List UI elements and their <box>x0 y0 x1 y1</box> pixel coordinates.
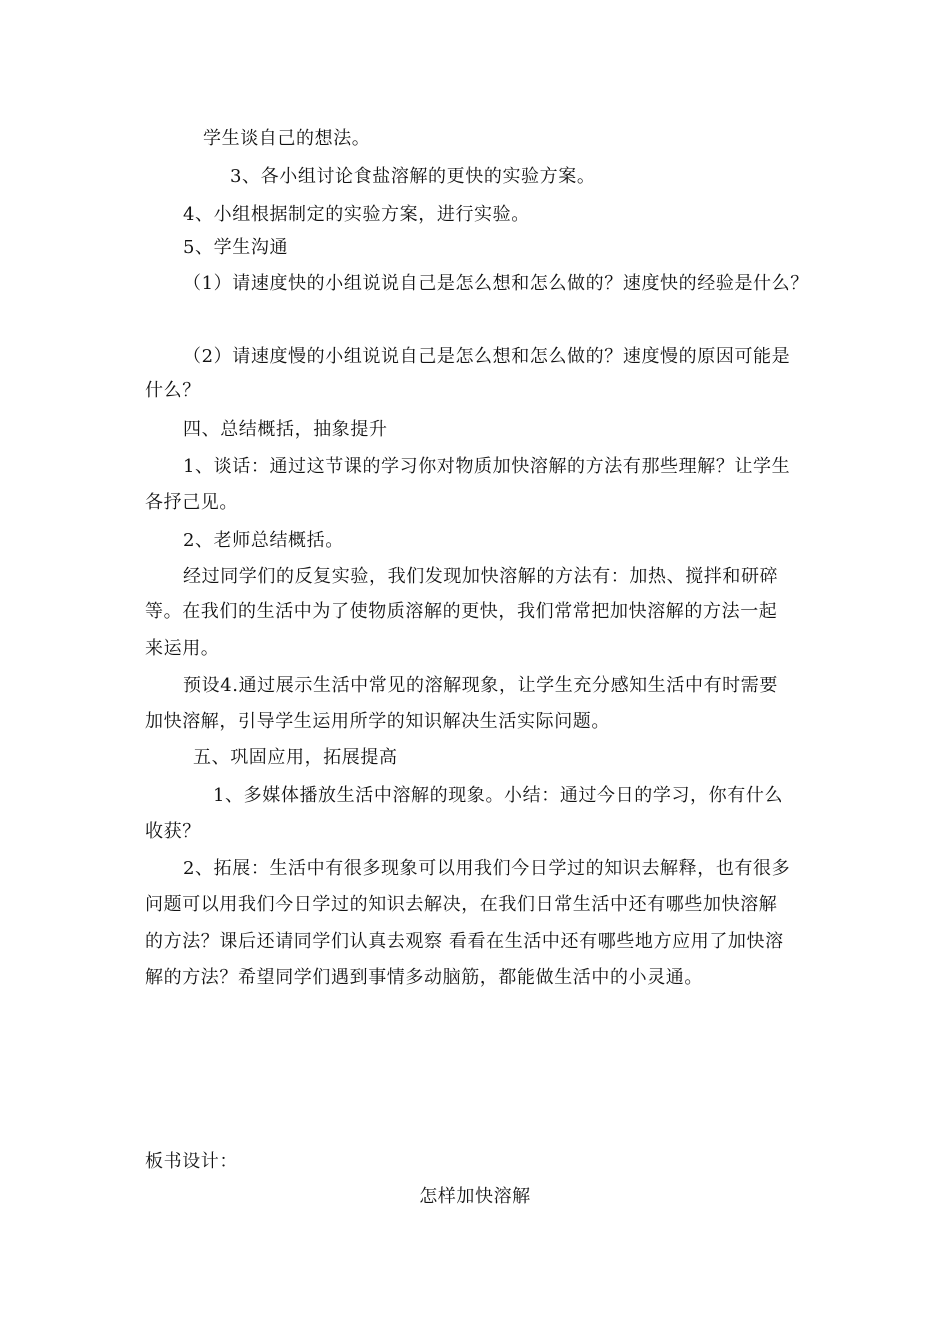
paragraph-line: 4、小组根据制定的实验方案，进行实验。 <box>183 204 530 225</box>
section-heading: 五、巩固应用，拓展提高 <box>193 747 398 768</box>
paragraph-line: 学生谈自己的想法。 <box>203 128 371 149</box>
paragraph-line: 收获？ <box>145 821 201 842</box>
paragraph-line: 什么？ <box>145 380 201 401</box>
paragraph-line: 的方法？课后还请同学们认真去观察 看看在生活中还有哪些地方应用了加快溶 <box>145 931 784 952</box>
paragraph-line: 5、学生沟通 <box>183 237 289 258</box>
paragraph-line: 3、各小组讨论食盐溶解的更快的实验方案。 <box>230 166 596 187</box>
paragraph-line: 各抒己见。 <box>145 492 238 513</box>
board-design-label: 板书设计： <box>145 1151 238 1172</box>
paragraph-line: （2）请速度慢的小组说说自己是怎么想和怎么做的？速度慢的原因可能是 <box>183 346 791 367</box>
paragraph-line: 2、老师总结概括。 <box>183 530 344 551</box>
paragraph-line: 预设4.通过展示生活中常见的溶解现象，让学生充分感知生活中有时需要 <box>183 675 778 696</box>
paragraph-line: 2、拓展：生活中有很多现象可以用我们今日学过的知识去解释，也有很多 <box>183 858 791 879</box>
board-design-title: 怎样加快溶解 <box>419 1186 531 1207</box>
paragraph-line: 等。在我们的生活中为了使物质溶解的更快，我们常常把加快溶解的方法一起 <box>145 601 778 622</box>
paragraph-line: 1、多媒体播放生活中溶解的现象。小结：通过今日的学习，你有什么 <box>213 785 784 806</box>
paragraph-line: 解的方法？希望同学们遇到事情多动脑筋，都能做生活中的小灵通。 <box>145 967 703 988</box>
paragraph-line: 加快溶解，引导学生运用所学的知识解决生活实际问题。 <box>145 711 610 732</box>
paragraph-line: 经过同学们的反复实验，我们发现加快溶解的方法有：加热、搅拌和研碎 <box>183 566 779 587</box>
paragraph-line: （1）请速度快的小组说说自己是怎么想和怎么做的？速度快的经验是什么？ <box>183 273 809 294</box>
paragraph-line: 问题可以用我们今日学过的知识去解决，在我们日常生活中还有哪些加快溶解 <box>145 894 778 915</box>
section-heading: 四、总结概括，抽象提升 <box>183 419 388 440</box>
paragraph-line: 1、谈话：通过这节课的学习你对物质加快溶解的方法有那些理解？让学生 <box>183 456 791 477</box>
paragraph-line: 来运用。 <box>145 638 220 659</box>
